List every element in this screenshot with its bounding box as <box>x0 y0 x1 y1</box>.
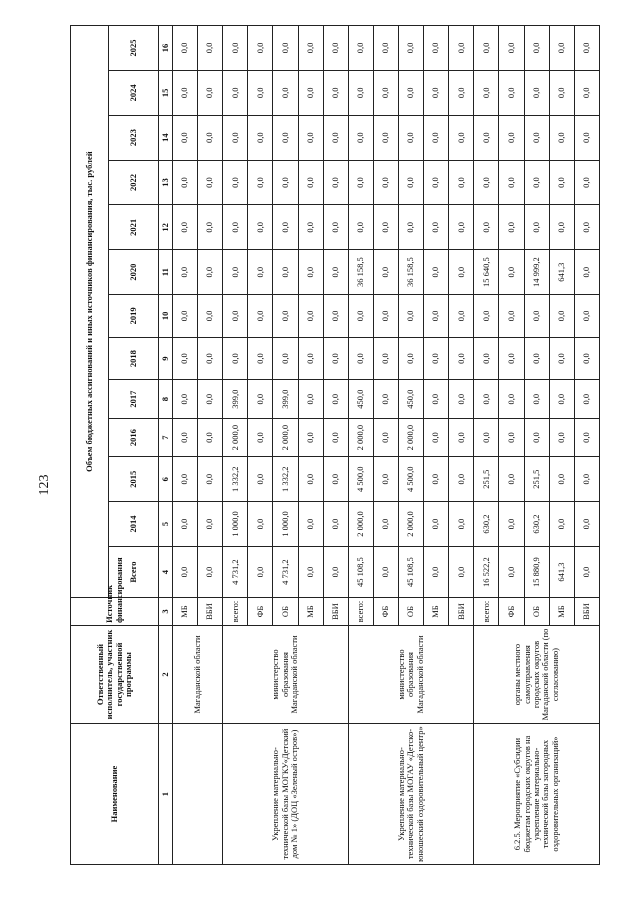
table-cell: 0,0 <box>273 250 298 295</box>
table-cell: 0,0 <box>273 205 298 250</box>
table-cell: 0,0 <box>198 418 223 456</box>
table-cell: 399,0 <box>273 380 298 418</box>
table-cell: 0,0 <box>574 26 599 71</box>
table-cell: 0,0 <box>273 337 298 380</box>
table-cell: 0,0 <box>424 160 449 205</box>
table-cell: 0,0 <box>173 26 198 71</box>
table-cell: 45 108,5 <box>348 546 373 597</box>
row-source: всего: <box>348 598 373 626</box>
header-year-2020: 2020 <box>109 250 159 295</box>
header-year-2017: 2017 <box>109 380 159 418</box>
table-row <box>348 26 373 865</box>
table-cell: 0,0 <box>323 70 348 115</box>
table-cell: 0,0 <box>398 160 423 205</box>
table-cell: 1 000,0 <box>223 502 248 547</box>
table-cell: 0,0 <box>198 70 223 115</box>
row-source: ОБ <box>524 598 549 626</box>
row-source: МБ <box>173 598 198 626</box>
table-cell: 0,0 <box>298 205 323 250</box>
header-year-2014: 2014 <box>109 502 159 547</box>
table-cell: 0,0 <box>474 380 499 418</box>
table-cell: 0,0 <box>248 418 273 456</box>
header-col-number: 10 <box>159 295 173 338</box>
table-cell: 0,0 <box>248 115 273 160</box>
table-cell: 0,0 <box>223 115 248 160</box>
table-cell: 14 999,2 <box>524 250 549 295</box>
table-cell: 0,0 <box>273 115 298 160</box>
row-executor: Магаданской области <box>173 625 223 723</box>
table-cell: 0,0 <box>248 457 273 502</box>
table-cell: 0,0 <box>173 70 198 115</box>
table-cell: 0,0 <box>574 337 599 380</box>
table-cell: 0,0 <box>198 457 223 502</box>
table-cell: 0,0 <box>549 457 574 502</box>
table-cell: 0,0 <box>524 380 549 418</box>
table-cell: 0,0 <box>373 546 398 597</box>
table-cell: 0,0 <box>298 250 323 295</box>
table-cell: 0,0 <box>198 250 223 295</box>
table-cell: 16 522,2 <box>474 546 499 597</box>
table-cell: 0,0 <box>549 205 574 250</box>
table-cell: 0,0 <box>273 70 298 115</box>
row-executor: министерство образования Магаданской области <box>348 625 474 723</box>
row-name <box>173 724 223 865</box>
row-source: МБ <box>424 598 449 626</box>
table-cell: 0,0 <box>298 380 323 418</box>
table-cell: 0,0 <box>348 70 373 115</box>
table-cell: 0,0 <box>398 205 423 250</box>
table-cell: 2 000,0 <box>348 418 373 456</box>
table-cell: 45 108,5 <box>398 546 423 597</box>
table-cell: 0,0 <box>449 70 474 115</box>
table-cell: 0,0 <box>424 295 449 338</box>
header-year-2022: 2022 <box>109 160 159 205</box>
table-cell: 0,0 <box>323 502 348 547</box>
header-year-2015: 2015 <box>109 457 159 502</box>
header-col-number: 9 <box>159 337 173 380</box>
table-row <box>223 26 248 865</box>
table-cell: 0,0 <box>348 160 373 205</box>
table-cell: 0,0 <box>248 250 273 295</box>
table-cell: 0,0 <box>173 457 198 502</box>
table-cell: 0,0 <box>198 160 223 205</box>
table-cell: 0,0 <box>323 26 348 71</box>
table-cell: 0,0 <box>323 205 348 250</box>
header-col-number: 16 <box>159 26 173 71</box>
header-col-number: 8 <box>159 380 173 418</box>
table-cell: 2 000,0 <box>398 502 423 547</box>
table-cell: 0,0 <box>574 250 599 295</box>
header-name: Наименование <box>71 724 159 865</box>
table-cell: 0,0 <box>499 160 524 205</box>
table-cell: 0,0 <box>398 115 423 160</box>
table-cell: 0,0 <box>298 295 323 338</box>
table-cell: 0,0 <box>173 160 198 205</box>
row-source: всего: <box>223 598 248 626</box>
table-cell: 0,0 <box>248 546 273 597</box>
table-cell: 0,0 <box>273 160 298 205</box>
table-cell: 0,0 <box>574 115 599 160</box>
table-cell: 0,0 <box>373 502 398 547</box>
table-cell: 0,0 <box>499 337 524 380</box>
table-cell: 0,0 <box>198 205 223 250</box>
table-cell: 0,0 <box>499 502 524 547</box>
table-row <box>173 26 198 865</box>
table-cell: 0,0 <box>549 115 574 160</box>
table-cell: 0,0 <box>173 337 198 380</box>
table-cell: 0,0 <box>424 205 449 250</box>
table-cell: 0,0 <box>474 160 499 205</box>
table-cell: 0,0 <box>424 502 449 547</box>
table-cell: 251,5 <box>524 457 549 502</box>
header-col-number: 14 <box>159 115 173 160</box>
header-col-number: 12 <box>159 205 173 250</box>
table-cell: 0,0 <box>398 70 423 115</box>
row-source: ОБ <box>273 598 298 626</box>
table-cell: 2 000,0 <box>348 502 373 547</box>
table-cell: 0,0 <box>474 115 499 160</box>
table-cell: 0,0 <box>373 380 398 418</box>
table-cell: 0,0 <box>298 502 323 547</box>
table-cell: 0,0 <box>348 337 373 380</box>
table-cell: 0,0 <box>424 380 449 418</box>
table-cell: 0,0 <box>474 205 499 250</box>
table-cell: 641,3 <box>549 250 574 295</box>
table-cell: 0,0 <box>424 26 449 71</box>
header-year-2018: 2018 <box>109 337 159 380</box>
table-cell: 0,0 <box>499 457 524 502</box>
table-cell: 0,0 <box>524 160 549 205</box>
table-cell: 0,0 <box>499 250 524 295</box>
table-cell: 0,0 <box>499 418 524 456</box>
table-cell: 0,0 <box>223 337 248 380</box>
table-cell: 0,0 <box>398 295 423 338</box>
table-cell: 0,0 <box>524 70 549 115</box>
table-cell: 0,0 <box>499 70 524 115</box>
table-cell: 0,0 <box>173 418 198 456</box>
row-name: Укрепление материально-технической базы МОГКУ«Детский дом № 1» (ДОЦ «Зеленый остров») <box>223 724 349 865</box>
table-cell: 4 500,0 <box>348 457 373 502</box>
table-cell: 0,0 <box>524 205 549 250</box>
table-cell: 0,0 <box>524 26 549 71</box>
row-source: ВБИ <box>323 598 348 626</box>
row-name: Укрепление материально-технической базы МОГАУ «Детско-юношеский оздоровительный центр» <box>348 724 474 865</box>
table-cell: 0,0 <box>449 250 474 295</box>
row-source: ФБ <box>499 598 524 626</box>
table-cell: 0,0 <box>398 337 423 380</box>
header-financing-title: Объем бюджетных ассигнований и иных источников финансирования, тыс. рублей <box>71 26 109 598</box>
table-cell: 0,0 <box>348 26 373 71</box>
table-cell: 0,0 <box>574 502 599 547</box>
table-cell: 0,0 <box>173 250 198 295</box>
table-cell: 0,0 <box>173 380 198 418</box>
table-cell: 0,0 <box>173 115 198 160</box>
table-cell: 0,0 <box>223 160 248 205</box>
table-cell: 0,0 <box>198 502 223 547</box>
table-cell: 251,5 <box>474 457 499 502</box>
table-cell: 1 000,0 <box>273 502 298 547</box>
row-source: ВБИ <box>198 598 223 626</box>
table-cell: 0,0 <box>474 418 499 456</box>
table-cell: 4 500,0 <box>398 457 423 502</box>
table-cell: 0,0 <box>248 205 273 250</box>
table-cell: 0,0 <box>449 205 474 250</box>
table-cell: 630,2 <box>474 502 499 547</box>
table-cell: 0,0 <box>424 115 449 160</box>
table-cell: 0,0 <box>524 418 549 456</box>
header-year-2021: 2021 <box>109 205 159 250</box>
row-name: 6.2.5. Мероприятие «Субсидии бюджетам городских округов на укрепление материально-технической базы загородных оздоровительных организаций» <box>474 724 600 865</box>
header-year-2023: 2023 <box>109 115 159 160</box>
table-cell: 0,0 <box>223 26 248 71</box>
table-cell: 0,0 <box>424 250 449 295</box>
table-cell: 0,0 <box>574 546 599 597</box>
table-cell: 0,0 <box>449 546 474 597</box>
header-col-number: 6 <box>159 457 173 502</box>
table-cell: 2 000,0 <box>398 418 423 456</box>
header-year-2016: 2016 <box>109 418 159 456</box>
header-year-2024: 2024 <box>109 70 159 115</box>
table-cell: 0,0 <box>373 160 398 205</box>
table-cell: 0,0 <box>424 337 449 380</box>
table-cell: 0,0 <box>549 160 574 205</box>
header-source: Источник финансирования <box>71 598 159 626</box>
table-cell: 0,0 <box>574 70 599 115</box>
table-cell: 0,0 <box>198 337 223 380</box>
table-cell: 0,0 <box>574 295 599 338</box>
table-cell: 0,0 <box>198 115 223 160</box>
table-cell: 0,0 <box>424 457 449 502</box>
table-cell: 0,0 <box>348 295 373 338</box>
table-cell: 0,0 <box>198 380 223 418</box>
table-cell: 0,0 <box>298 160 323 205</box>
table-cell: 641,3 <box>549 546 574 597</box>
table-cell: 0,0 <box>549 380 574 418</box>
table-cell: 0,0 <box>549 295 574 338</box>
table-cell: 0,0 <box>373 250 398 295</box>
table-cell: 0,0 <box>549 26 574 71</box>
table-cell: 0,0 <box>298 70 323 115</box>
table-cell: 0,0 <box>574 205 599 250</box>
table-cell: 0,0 <box>223 70 248 115</box>
table-cell: 0,0 <box>373 418 398 456</box>
table-cell: 0,0 <box>474 70 499 115</box>
table-cell: 0,0 <box>574 418 599 456</box>
table-cell: 0,0 <box>474 26 499 71</box>
header-col-number: 11 <box>159 250 173 295</box>
row-source: ВБИ <box>449 598 474 626</box>
row-source: всего: <box>474 598 499 626</box>
table-cell: 0,0 <box>373 205 398 250</box>
table-container <box>70 25 600 865</box>
table-cell: 0,0 <box>173 546 198 597</box>
table-cell: 0,0 <box>373 457 398 502</box>
table-cell: 0,0 <box>499 205 524 250</box>
row-source: ФБ <box>373 598 398 626</box>
table-cell: 0,0 <box>549 70 574 115</box>
table-cell: 0,0 <box>574 457 599 502</box>
table-cell: 0,0 <box>424 418 449 456</box>
table-cell: 0,0 <box>323 295 348 338</box>
table-cell: 0,0 <box>524 295 549 338</box>
table-cell: 0,0 <box>449 502 474 547</box>
table-cell: 0,0 <box>549 418 574 456</box>
header-col-number: 3 <box>159 598 173 626</box>
table-cell: 36 158,5 <box>398 250 423 295</box>
table-cell: 0,0 <box>348 205 373 250</box>
table-cell: 0,0 <box>248 337 273 380</box>
financing-table <box>70 25 600 865</box>
table-cell: 0,0 <box>298 457 323 502</box>
table-cell: 0,0 <box>449 26 474 71</box>
table-cell: 0,0 <box>449 457 474 502</box>
table-cell: 0,0 <box>298 337 323 380</box>
table-cell: 0,0 <box>173 295 198 338</box>
table-cell: 0,0 <box>549 502 574 547</box>
table-cell: 0,0 <box>424 70 449 115</box>
table-cell: 1 332,2 <box>223 457 248 502</box>
table-cell: 0,0 <box>449 418 474 456</box>
rotated-table-area <box>70 25 600 865</box>
row-source: ФБ <box>248 598 273 626</box>
table-cell: 0,0 <box>373 115 398 160</box>
table-cell: 0,0 <box>173 205 198 250</box>
table-cell: 4 731,2 <box>223 546 248 597</box>
header-col-number: 15 <box>159 70 173 115</box>
table-cell: 1 332,2 <box>273 457 298 502</box>
table-cell: 0,0 <box>499 295 524 338</box>
table-cell: 0,0 <box>173 502 198 547</box>
table-cell: 4 731,2 <box>273 546 298 597</box>
table-cell: 0,0 <box>549 337 574 380</box>
row-source: МБ <box>549 598 574 626</box>
table-cell: 0,0 <box>373 337 398 380</box>
table-cell: 36 158,5 <box>348 250 373 295</box>
table-cell: 0,0 <box>524 337 549 380</box>
table-cell: 0,0 <box>323 418 348 456</box>
table-cell: 0,0 <box>524 115 549 160</box>
table-cell: 15 640,5 <box>474 250 499 295</box>
table-cell: 0,0 <box>323 250 348 295</box>
table-cell: 0,0 <box>323 115 348 160</box>
header-executor: Ответственный исполнитель, участник государственной программы <box>71 625 159 723</box>
table-cell: 2 000,0 <box>273 418 298 456</box>
table-cell: 2 000,0 <box>223 418 248 456</box>
row-executor: министерство образования Магаданской области <box>223 625 349 723</box>
table-cell: 0,0 <box>574 380 599 418</box>
table-cell: 0,0 <box>273 295 298 338</box>
table-cell: 0,0 <box>323 546 348 597</box>
table-cell: 0,0 <box>298 546 323 597</box>
table-cell: 0,0 <box>248 295 273 338</box>
table-cell: 0,0 <box>223 295 248 338</box>
table-cell: 630,2 <box>524 502 549 547</box>
table-cell: 0,0 <box>474 295 499 338</box>
table-cell: 0,0 <box>298 418 323 456</box>
table-cell: 0,0 <box>373 295 398 338</box>
table-cell: 0,0 <box>198 546 223 597</box>
table-cell: 0,0 <box>373 26 398 71</box>
table-cell: 0,0 <box>323 337 348 380</box>
table-cell: 0,0 <box>323 380 348 418</box>
table-cell: 0,0 <box>273 26 298 71</box>
table-cell: 0,0 <box>323 457 348 502</box>
table-cell: 450,0 <box>348 380 373 418</box>
row-executor: органы местного самоуправления городских округов Магаданской области (по согласованию) <box>474 625 600 723</box>
table-cell: 0,0 <box>248 70 273 115</box>
table-cell: 0,0 <box>499 26 524 71</box>
table-cell: 0,0 <box>323 160 348 205</box>
row-source: ОБ <box>398 598 423 626</box>
row-source: ВБИ <box>574 598 599 626</box>
table-cell: 0,0 <box>499 380 524 418</box>
table-cell: 0,0 <box>298 115 323 160</box>
table-cell: 0,0 <box>449 295 474 338</box>
header-col-number: 4 <box>159 546 173 597</box>
header-col-number: 13 <box>159 160 173 205</box>
row-source: МБ <box>298 598 323 626</box>
header-col-number: 7 <box>159 418 173 456</box>
table-cell: 0,0 <box>248 160 273 205</box>
table-cell: 0,0 <box>474 337 499 380</box>
table-cell: 0,0 <box>248 502 273 547</box>
table-cell: 0,0 <box>499 546 524 597</box>
table-cell: 0,0 <box>574 160 599 205</box>
table-cell: 399,0 <box>223 380 248 418</box>
table-cell: 0,0 <box>223 250 248 295</box>
header-total: Всего <box>109 546 159 597</box>
table-cell: 450,0 <box>398 380 423 418</box>
table-cell: 0,0 <box>298 26 323 71</box>
table-cell: 0,0 <box>348 115 373 160</box>
table-cell: 0,0 <box>398 26 423 71</box>
table-row <box>474 26 499 865</box>
table-cell: 0,0 <box>223 205 248 250</box>
page-number: 123 <box>37 474 52 496</box>
table-cell: 15 880,9 <box>524 546 549 597</box>
table-cell: 0,0 <box>373 70 398 115</box>
table-cell: 0,0 <box>449 160 474 205</box>
header-year-2025: 2025 <box>109 26 159 71</box>
table-cell: 0,0 <box>424 546 449 597</box>
table-cell: 0,0 <box>449 337 474 380</box>
table-cell: 0,0 <box>248 380 273 418</box>
table-cell: 0,0 <box>449 380 474 418</box>
header-col-number: 5 <box>159 502 173 547</box>
table-cell: 0,0 <box>499 115 524 160</box>
table-cell: 0,0 <box>198 295 223 338</box>
header-year-2019: 2019 <box>109 295 159 338</box>
header-col-number: 1 <box>159 724 173 865</box>
table-cell: 0,0 <box>198 26 223 71</box>
header-col-number: 2 <box>159 625 173 723</box>
table-cell: 0,0 <box>248 26 273 71</box>
table-cell: 0,0 <box>449 115 474 160</box>
